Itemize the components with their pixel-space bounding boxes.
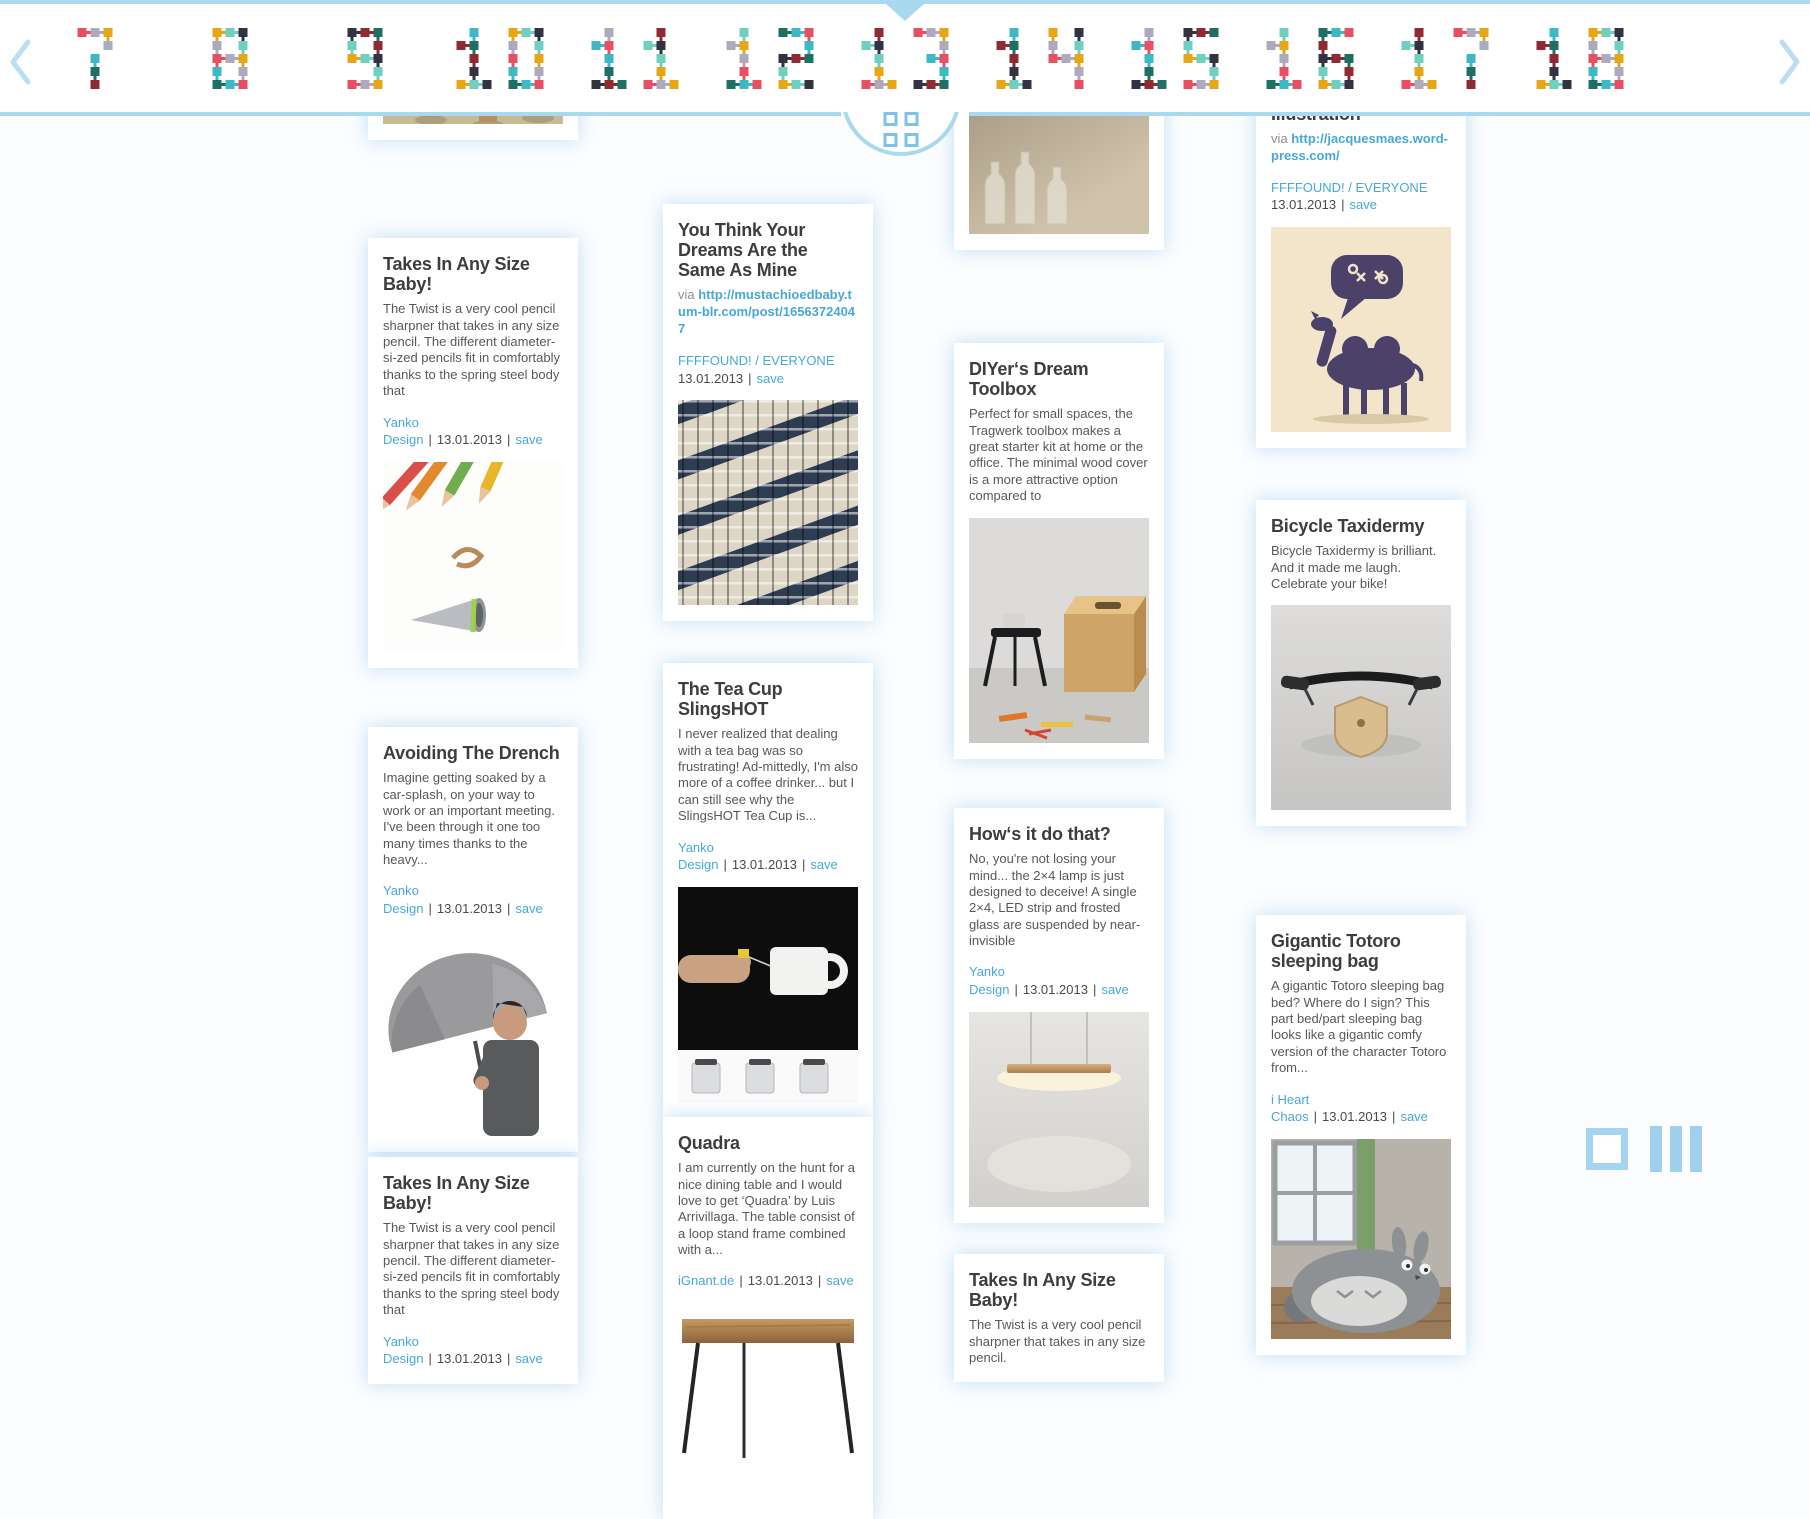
card-title: Gigantic Totoro sleeping bag (1271, 931, 1401, 972)
card-title: Takes In Any Size Baby! (383, 1173, 530, 1214)
meta-separator: | (428, 900, 432, 916)
meta-separator: | (1092, 981, 1097, 997)
image-teacup-hands-photo[interactable] (678, 887, 858, 1102)
meta-separator: | (748, 370, 752, 386)
image-toolbox-photo[interactable] (969, 518, 1149, 743)
card-date: 13.01.2013 (1022, 981, 1088, 997)
card-takes-in-any-size-baby (368, 238, 578, 668)
card-via-line (678, 287, 858, 338)
card-date: 13.01.2013 (1321, 1109, 1388, 1125)
meta-separator: | (428, 1351, 432, 1367)
date-glyph-12[interactable] (727, 28, 814, 89)
card-body: A gigantic Totoro sleeping bag bed? Where do I sign? This part bed/part sleeping bag looks like a gigantic comfy version of the character Totoro from... (1271, 978, 1447, 1076)
meta-separator: | (506, 1351, 511, 1367)
source-link[interactable]: Yanko Design (383, 1333, 424, 1367)
date-glyph-9[interactable] (348, 28, 383, 89)
image-wood-lamp-photo[interactable] (969, 1012, 1149, 1207)
date-glyph-8[interactable] (213, 28, 248, 89)
card-takes-in-any-size-baby (954, 1254, 1164, 1382)
save-link[interactable]: save (810, 857, 838, 873)
save-link[interactable]: save (515, 900, 543, 916)
active-date-marker-icon (886, 4, 924, 21)
card-title: Quadra (678, 1133, 740, 1153)
date-glyph-10[interactable] (457, 28, 544, 89)
card-takes-in-any-size-baby (368, 1157, 578, 1384)
card-avoiding-the-drench (368, 727, 578, 1152)
image-colored-pencils-photo[interactable] (383, 462, 563, 652)
grid-icon (884, 112, 919, 147)
meta-separator: | (1313, 1109, 1317, 1125)
via-label: via (678, 287, 699, 303)
column-view-toggle-icon[interactable] (1650, 1126, 1702, 1172)
save-link[interactable]: save (515, 1351, 543, 1367)
source-link[interactable]: iGnant.de (678, 1273, 735, 1289)
date-glyph-row (0, 28, 1810, 92)
card-meta (1271, 179, 1451, 214)
date-glyph-17[interactable] (1402, 28, 1489, 89)
card-body: No, you're not losing your mind... the 2×4 lamp is just designed to deceive! A single 2×4, LED strip and frosted glass are suspended by near-invisible (969, 851, 1141, 949)
card-title: You Think Your Dreams Are the Same As Mine (678, 220, 808, 281)
card-meta (969, 963, 1149, 998)
image-wood-table-photo[interactable] (678, 1303, 858, 1503)
card-date: 13.01.2013 (436, 432, 502, 448)
date-glyph-15[interactable] (1132, 28, 1219, 89)
card-meta (678, 352, 858, 387)
card-date: 13.01.2013 (436, 900, 502, 916)
meta-separator: | (723, 857, 727, 873)
card-body: The Twist is a very cool pencil sharpner that takes in any size pencil. The different diameter-si-zed pencils fit in comfortably thanks to the spring steel body that (383, 301, 561, 399)
card-body: Imagine getting soaked by a car-splash, on your way to work or an important meeting. I've been through it one too many times thanks to the heavy... (383, 770, 555, 868)
card-body: The Twist is a very cool pencil sharpner that takes in any size pencil. (969, 1317, 1146, 1366)
card-title: Bicycle Taxidermy (1271, 516, 1425, 536)
save-link[interactable]: save (826, 1273, 854, 1289)
meta-line2 (678, 370, 858, 388)
card-body: Bicycle Taxidermy is brilliant. And it made me laugh. Celebrate your bike! (1271, 543, 1437, 591)
meta-separator: | (817, 1273, 822, 1289)
meta-separator: | (801, 857, 806, 873)
card-bicycle-taxidermy (1256, 500, 1466, 826)
via-link[interactable]: http://jacquesmaes.word-press.com/ (1271, 131, 1448, 164)
card-date: 13.01.2013 (731, 857, 797, 873)
card-meta (383, 1333, 563, 1368)
save-link[interactable]: save (756, 370, 784, 386)
card-body: I am currently on the hunt for a nice dining table and I would love to get ‘Quadra’ by Luis Arrivillaga. The table consist of a loop stand frame combined with a... (678, 1160, 856, 1258)
card-meta (383, 414, 563, 449)
image-umbrella-man-photo[interactable] (383, 931, 563, 1136)
date-glyph-11[interactable] (592, 28, 679, 89)
single-view-toggle-icon[interactable] (1586, 1128, 1628, 1170)
source-link[interactable]: Yanko Design (969, 964, 1010, 997)
card-title: DIYer‘s Dream Toolbox (969, 359, 1089, 400)
meta-separator: | (506, 900, 511, 916)
card-quadra (663, 1117, 873, 1519)
strip-divider (969, 112, 1810, 116)
via-link[interactable]: http://mustachioedbaby.tum-blr.com/post/16563724047 (678, 287, 856, 337)
card-body: The Twist is a very cool pencil sharpner that takes in any size pencil. The different diameter-si-zed pencils fit in comfortably thanks to the spring steel body that (383, 1220, 561, 1318)
card-body: I never realized that dealing with a tea bag was so frustrating! Ad-mittedly, I'm also more of a coffee drinker... but I can still see why the SlingsHOT Tea Cup is... (678, 726, 858, 824)
source-link[interactable]: FFFFOUND! / EVERYONE (1271, 179, 1428, 195)
card-diyer-s-dream-toolbox (954, 343, 1164, 759)
card-meta (678, 839, 858, 874)
source-link[interactable]: Yanko Design (383, 883, 424, 916)
meta-separator: | (1392, 1109, 1396, 1125)
date-glyph-14[interactable] (997, 28, 1084, 89)
image-totoro-bed-photo[interactable] (1271, 1139, 1451, 1339)
meta-separator: | (428, 432, 432, 448)
image-apartment-building-photo[interactable] (678, 400, 858, 605)
card-title: Takes In Any Size Baby! (969, 1270, 1116, 1311)
save-link[interactable]: save (1349, 197, 1377, 213)
card-title: Takes In Any Size Baby! (383, 254, 530, 295)
meta-line2 (1271, 196, 1451, 214)
source-link[interactable]: Yanko Design (678, 839, 719, 873)
save-link[interactable]: save (1400, 1109, 1428, 1125)
source-link[interactable]: i Heart Chaos (1271, 1091, 1310, 1125)
date-glyph-18[interactable] (1537, 28, 1624, 89)
image-bicycle-handlebar-trophy-photo[interactable] (1271, 605, 1451, 810)
card-body: Perfect for small spaces, the Tragwerk toolbox makes a great starter kit at home or the office. The minimal wood cover is a more attractive option compared to (969, 406, 1148, 504)
card-gigantic-totoro-sleeping-bag (1256, 915, 1466, 1355)
via-label: via (1271, 131, 1292, 147)
card-title: Avoiding The Drench (383, 743, 560, 763)
card-via-line (1271, 131, 1451, 165)
card-meta (383, 882, 563, 917)
card-the-tea-cup-slingshot (663, 663, 873, 1118)
save-link[interactable]: save (1101, 981, 1129, 997)
source-link[interactable]: FFFFOUND! / EVERYONE (678, 353, 835, 369)
card-date: 13.01.2013 (1271, 197, 1337, 213)
card-date: 13.01.2013 (436, 1351, 502, 1367)
card-date: 13.01.2013 (747, 1273, 813, 1289)
meta-separator: | (739, 1273, 743, 1289)
card-date: 13.01.2013 (678, 370, 744, 386)
meta-separator: | (506, 432, 511, 448)
card-meta (1271, 1091, 1451, 1126)
card-title: How‘s it do that? (969, 824, 1111, 844)
date-glyph-13-active[interactable] (862, 28, 949, 89)
source-link[interactable]: Yanko Design (383, 414, 424, 448)
date-glyph-7[interactable] (78, 28, 113, 89)
strip-divider (0, 112, 841, 116)
meta-separator: | (1014, 981, 1018, 997)
card-illustration (1256, 88, 1466, 448)
date-glyph-16[interactable] (1267, 28, 1354, 89)
meta-separator: | (1341, 197, 1345, 213)
card-title: The Tea Cup SlingsHOT (678, 679, 783, 720)
image-camel-illustration[interactable] (1271, 227, 1451, 432)
card-meta (678, 1272, 858, 1290)
card-how-s-it-do-that (954, 808, 1164, 1223)
next-dates-chevron-icon[interactable] (1776, 38, 1802, 86)
card-you-think-your-dreams-are-the-same-as-mine (663, 204, 873, 621)
save-link[interactable]: save (515, 432, 543, 448)
